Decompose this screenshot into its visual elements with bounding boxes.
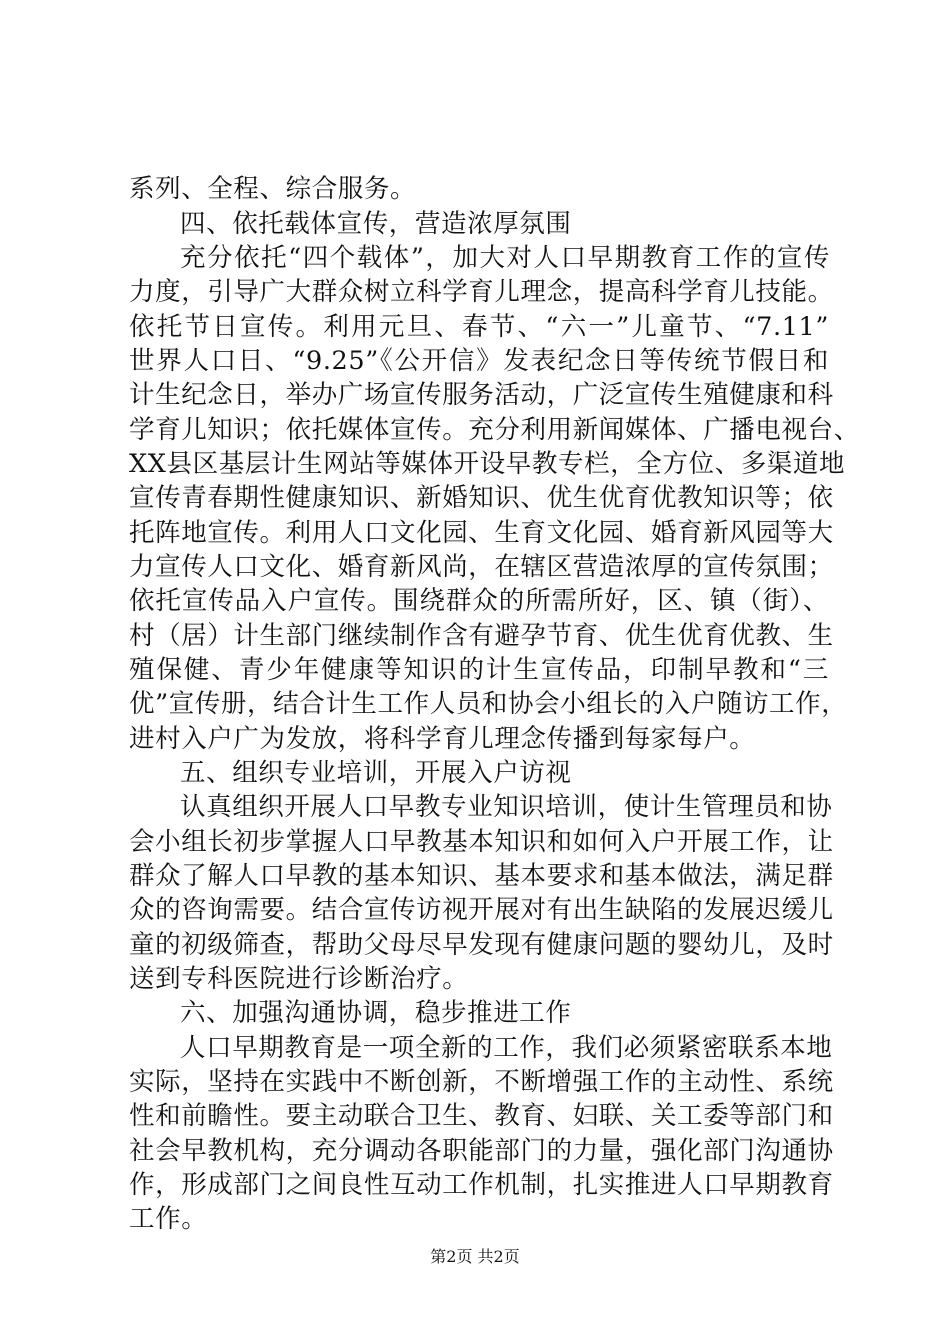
- text-line: 充分依托“四个载体”，加大对人口早期教育工作的宣传: [180, 243, 830, 273]
- text-line: 优”宣传册，结合计生工作人员和协会小组长的入户随访工作，: [129, 689, 848, 719]
- text-line: 作，形成部门之间良性互动工作机制，扎实推进人口早期教育: [129, 1170, 834, 1200]
- section-heading: 五、组织专业培训，开展入户访视: [180, 758, 572, 788]
- text-line: 学育儿知识；依托媒体宣传。充分利用新闻媒体、广播电视台、: [129, 415, 860, 445]
- section-heading: 四、依托载体宣传，营造浓厚氛围: [180, 209, 572, 239]
- text-line: 实际，坚持在实践中不断创新，不断增强工作的主动性、系统: [129, 1067, 834, 1097]
- text-line: 力度，引导广大群众树立科学育儿理念，提高科学育儿技能。: [129, 277, 834, 307]
- text-line: 会小组长初步掌握人口早教基本知识和如何入户开展工作，让: [129, 827, 834, 857]
- text-line: 托阵地宣传。利用人口文化园、生育文化园、婚育新风园等大: [129, 518, 834, 548]
- text-line: 计生纪念日，举办广场宣传服务活动，广泛宣传生殖健康和科: [129, 380, 834, 410]
- text-line: 依托节日宣传。利用元旦、春节、“六一”儿童节、“7.11”: [129, 312, 829, 342]
- text-line: 众的咨询需要。结合宣传访视开展对有出生缺陷的发展迟缓儿: [129, 895, 834, 925]
- text-line: 系列、全程、综合服务。: [129, 174, 417, 204]
- text-line: 群众了解人口早教的基本知识、基本要求和基本做法，满足群: [129, 861, 834, 891]
- text-line: 工作。: [129, 1204, 208, 1234]
- text-line: 认真组织开展人口早教专业知识培训，使计生管理员和协: [180, 792, 833, 822]
- text-line: 世界人口日、“9.25”《公开信》发表纪念日等传统节假日和: [129, 346, 829, 376]
- page-footer: 第2页 共2页: [430, 1247, 520, 1266]
- text-line: 殖保健、青少年健康等知识的计生宣传品，印制早教和“三: [129, 655, 829, 685]
- text-line: 童的初级筛查，帮助父母尽早发现有健康问题的婴幼儿，及时: [129, 930, 834, 960]
- text-line: 宣传青春期性健康知识、新婚知识、优生优育优教知识等；依: [129, 483, 834, 513]
- section-heading: 六、加强沟通协调，稳步推进工作: [180, 998, 572, 1028]
- text-line: 进村入户广为发放，将科学育儿理念传播到每家每户。: [129, 724, 756, 754]
- text-line: 送到专科医院进行诊断治疗。: [129, 964, 469, 994]
- text-line: 性和前瞻性。要主动联合卫生、教育、妇联、关工委等部门和: [129, 1101, 834, 1131]
- text-line: 人口早期教育是一项全新的工作，我们必须紧密联系本地: [180, 1033, 833, 1063]
- text-line: 社会早教机构，充分调动各职能部门的力量，强化部门沟通协: [129, 1136, 834, 1166]
- text-line: XX县区基层计生网站等媒体开设早教专栏，全方位、多渠道地: [129, 449, 846, 479]
- text-line: 力宣传人口文化、婚育新风尚，在辖区营造浓厚的宣传氛围；: [129, 552, 834, 582]
- text-line: 依托宣传品入户宣传。围绕群众的所需所好，区、镇（街）、: [129, 586, 829, 616]
- text-line: 村（居）计生部门继续制作含有避孕节育、优生优育优教、生: [129, 621, 834, 651]
